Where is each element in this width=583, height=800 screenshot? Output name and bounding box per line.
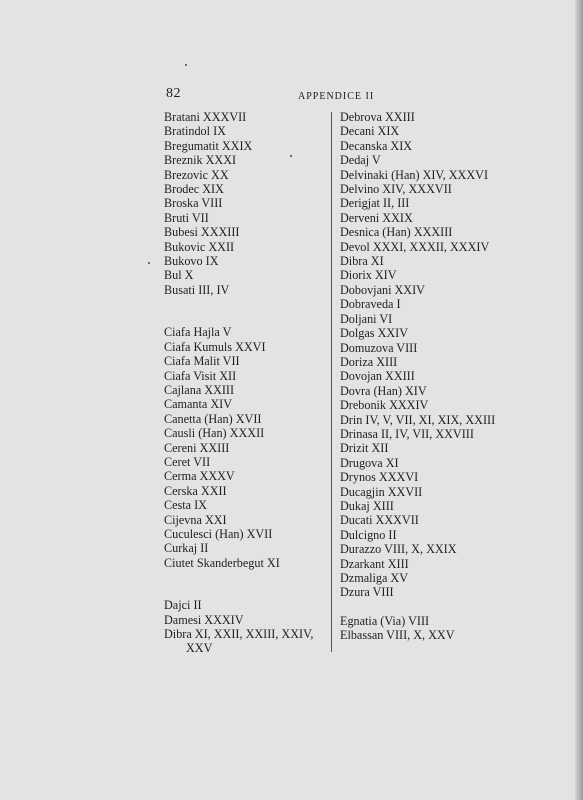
index-entry: Bul X xyxy=(164,268,194,283)
index-entry: Ciafa Hajla V xyxy=(164,325,232,340)
index-entry: Drin IV, V, VII, XI, XIX, XXIII xyxy=(340,412,496,427)
index-entry: Cesta IX xyxy=(164,498,207,513)
index-entry: Drizit XII xyxy=(340,441,389,456)
index-entry: Dzura VIII xyxy=(340,585,394,600)
index-entry: Bubesi XXXIII xyxy=(164,225,240,240)
index-entry: Curkaj II xyxy=(164,541,209,556)
ink-speck xyxy=(185,64,187,66)
index-column-left xyxy=(164,110,334,656)
index-entry: Doriza XIII xyxy=(340,354,398,369)
index-entry: Ceret VII xyxy=(164,454,211,469)
index-entry: Ciafa Malit VII xyxy=(164,354,240,369)
ink-speck xyxy=(148,262,150,264)
index-entry: Cijevna XXI xyxy=(164,512,227,527)
index-entry: Dovra (Han) XIV xyxy=(340,383,427,398)
index-entry: Cerma XXXV xyxy=(164,469,235,484)
index-entry: Cereni XXIII xyxy=(164,440,230,455)
section-gap xyxy=(340,600,540,614)
index-entry: Dobovjani XXIV xyxy=(340,282,425,297)
section-gap xyxy=(164,297,334,325)
index-entry: Dibra XI xyxy=(340,254,384,269)
index-entry: Bregumatit XXIX xyxy=(164,138,253,153)
index-entry: Busati III, IV xyxy=(164,282,230,297)
index-entry: Ciutet Skanderbegut XI xyxy=(164,555,280,570)
index-entry: Ciafa Visit XII xyxy=(164,368,237,383)
index-entry: Ducagjin XXVII xyxy=(340,484,423,499)
index-entry-continuation: XXV xyxy=(186,641,213,656)
index-entry: Cajlana XXIII xyxy=(164,382,235,397)
index-entry: Broska VIII xyxy=(164,196,223,211)
index-entry: Bukovic XXII xyxy=(164,239,235,254)
index-entry: Egnatia (Via) VIII xyxy=(340,613,430,628)
index-entry: Drugova XI xyxy=(340,455,399,470)
index-entry: Dedaj V xyxy=(340,153,381,168)
index-entry: Cuculesci (Han) XVII xyxy=(164,526,273,541)
section-gap xyxy=(164,570,334,598)
index-entry: Bratani XXXVII xyxy=(164,110,247,124)
index-entry: Dibra XI, XXII, XXIII, XXIV, xyxy=(164,627,314,641)
index-entry: Causli (Han) XXXII xyxy=(164,426,265,441)
index-entry: Bukovo IX xyxy=(164,254,219,269)
index-entry: Ducati XXXVII xyxy=(340,513,419,528)
index-entry: Drebonik XXXIV xyxy=(340,398,429,413)
index-entry: Drynos XXXVI xyxy=(340,470,419,485)
index-entry: Dzarkant XIII xyxy=(340,556,409,571)
index-entry: Decanska XIX xyxy=(340,138,413,153)
index-column-right xyxy=(340,110,540,643)
index-entry: Drinasa II, IV, VII, XXVIII xyxy=(340,426,474,441)
index-entry: Dukaj XIII xyxy=(340,498,394,513)
index-entry: Derveni XXIX xyxy=(340,210,413,225)
ink-speck xyxy=(290,155,292,157)
index-entry: Dovojan XXIII xyxy=(340,369,415,384)
index-entry: Dajci II xyxy=(164,598,202,613)
index-entry: Diorix XIV xyxy=(340,268,397,283)
index-entry: Derigjat II, III xyxy=(340,196,410,211)
index-entry: Devol XXXI, XXXII, XXXIV xyxy=(340,239,490,254)
index-entry: Desnica (Han) XXXIII xyxy=(340,225,453,240)
index-entry: Dolgas XXIV xyxy=(340,326,409,341)
index-entry: Brezovic XX xyxy=(164,167,229,182)
page-edge-shadow xyxy=(575,0,583,800)
index-entry: Ciafa Kumuls XXVI xyxy=(164,339,266,354)
index-entry: Dobraveda I xyxy=(340,297,401,312)
index-entry: Damesi XXXIV xyxy=(164,612,244,627)
index-entry: Cerska XXII xyxy=(164,483,227,498)
index-entry: Dulcigno II xyxy=(340,527,397,542)
running-head: APPENDICE II xyxy=(298,91,375,102)
index-entry: Elbassan VIII, X, XXV xyxy=(340,628,455,643)
index-entry: Bratindol IX xyxy=(164,124,226,139)
page-number: 82 xyxy=(166,86,181,101)
index-entry: Dzmaliga XV xyxy=(340,571,409,585)
index-entry: Breznik XXXI xyxy=(164,153,237,168)
index-entry: Delvino XIV, XXXVII xyxy=(340,182,452,197)
index-entry: Decani XIX xyxy=(340,124,400,139)
index-entry: Camanta XIV xyxy=(164,397,233,412)
index-entry: Doljani VI xyxy=(340,311,393,326)
index-entry: Debrova XXIII xyxy=(340,110,415,124)
index-entry: Domuzova VIII xyxy=(340,340,418,355)
index-entry: Durazzo VIII, X, XXIX xyxy=(340,542,457,557)
index-entry: Canetta (Han) XVII xyxy=(164,411,262,426)
index-entry: Brodec XIX xyxy=(164,182,224,197)
index-entry: Delvinaki (Han) XIV, XXXVI xyxy=(340,167,489,182)
index-entry: Bruti VII xyxy=(164,210,209,225)
